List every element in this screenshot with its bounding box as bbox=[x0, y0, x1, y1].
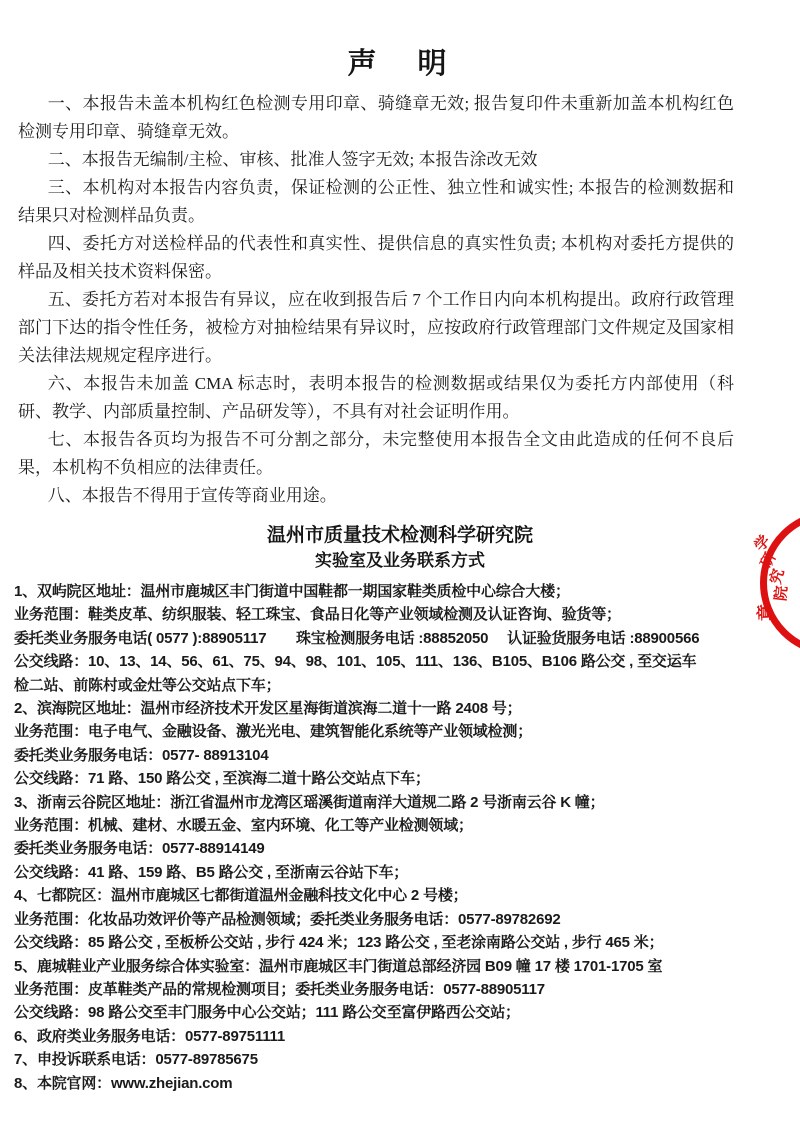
contact-line: 公交线路：85 路公交 , 至板桥公交站 , 步行 424 米；123 路公交 , 至老涂南路公交站 , 步行 465 米； bbox=[14, 934, 664, 952]
contact-line: 委托类业务服务电话：0577-88914149 bbox=[14, 840, 265, 858]
contact-line: 业务范围：电子电气、金融设备、激光光电、建筑智能化系统等产业领域检测； bbox=[14, 723, 533, 741]
contact-line: 4、七都院区：温州市鹿城区七都街道温州金融科技文化中心 2 号楼； bbox=[14, 887, 468, 905]
contact-section-title: 实验室及业务联系方式 bbox=[315, 551, 485, 570]
contact-line: 5、鹿城鞋业产业服务综合体实验室：温州市鹿城区丰门街道总部经济园 B09 幢 17 楼 1701-1705 室 bbox=[14, 957, 663, 975]
contact-line: 3、浙南云谷院区地址：浙江省温州市龙湾区瑶溪街道南洋大道规二路 2 号浙南云谷 K 幢； bbox=[14, 793, 605, 811]
seal-arc-char: 研 bbox=[757, 549, 780, 572]
statement-paragraph-2: 二、本报告无编制/主检、审核、批准人签字无效; 本报告涂改无效 bbox=[47, 150, 538, 169]
contact-line: 6、政府类业务服务电话：0577-89751111 bbox=[14, 1027, 285, 1045]
seal-center-char: 章 bbox=[755, 603, 776, 622]
statement-paragraph-1: 一、本报告未盖本机构红色检测专用印章、骑缝章无效; 报告复印件未重新加盖本机构红色检测专用印章、骑缝章无效。 bbox=[18, 94, 734, 141]
contact-line: 2、滨海院区地址：温州市经济技术开发区星海街道滨海二道十一路 2408 号； bbox=[14, 700, 522, 718]
seal-arc-char: 院 bbox=[772, 585, 791, 602]
seal-arc-char: 学 bbox=[751, 532, 774, 555]
contact-line: 检二站、前陈村或金灶等公交站点下车； bbox=[14, 676, 281, 694]
seal-arc-char: 究 bbox=[767, 566, 788, 587]
contact-line: 公交线路：71 路、150 路公交 , 至滨海二道十路公交站点下车； bbox=[14, 770, 430, 788]
contact-line: 业务范围：鞋类皮革、纺织服装、轻工珠宝、食品日化等产业领域检测及认证咨询、验货等； bbox=[14, 606, 621, 624]
contact-info-list bbox=[0, 580, 800, 1095]
contact-line: 业务范围：化妆品功效评价等产品检测领域；委托类业务服务电话：0577-89782692 bbox=[14, 910, 561, 928]
contact-line: 委托类业务服务电话：0577- 88913104 bbox=[14, 746, 269, 764]
contact-line: 公交线路：98 路公交至丰门服务中心公交站；111 路公交至富伊路西公交站； bbox=[14, 1004, 520, 1022]
statement-paragraph-6: 六、本报告未加盖 CMA 标志时，表明本报告的检测数据或结果仅为委托方内部使用（科研、教学、内部质量控制、产品研发等），不具有对社会证明作用。 bbox=[18, 374, 734, 421]
statement-paragraph-3: 三、本机构对本报告内容负责，保证检测的公正性、独立性和诚实性; 本报告的检测数据和结果只对检测样品负责。 bbox=[18, 178, 734, 225]
contact-line: 业务范围：机械、建材、水暖五金、室内环境、化工等产业检测领域； bbox=[14, 817, 473, 835]
contact-line: 7、申投诉联系电话：0577-89785675 bbox=[14, 1051, 258, 1069]
contact-line: 公交线路：10、13、14、56、61、75、94、98、101、105、111、136、B105、B106 路公交 , 至交运车 bbox=[14, 653, 697, 671]
page-title: 声 明 bbox=[347, 46, 453, 80]
contact-line: 8、本院官网：www.zhejian.com bbox=[14, 1074, 233, 1092]
contact-line: 1、双屿院区地址：温州市鹿城区丰门街道中国鞋都一期国家鞋类质检中心综合大楼； bbox=[14, 583, 570, 600]
contact-line: 公交线路：41 路、159 路、B5 路公交 , 至浙南云谷站下车； bbox=[14, 863, 409, 881]
contact-line: 委托类业务服务电话( 0577 ):88905117 珠宝检测服务电话 :88852050 认证验货服务电话 :88900566 bbox=[14, 629, 700, 647]
statement-paragraph-7: 七、本报告各页均为报告不可分割之部分，未完整使用本报告全文由此造成的任何不良后果，本机构不负相应的法律责任。 bbox=[18, 430, 734, 477]
contact-line: 业务范围：皮革鞋类产品的常规检测项目；委托类业务服务电话：0577-88905117 bbox=[14, 980, 545, 998]
statement-paragraph-8: 八、本报告不得用于宣传等商业用途。 bbox=[47, 486, 337, 505]
org-name-heading: 温州市质量技术检测科学研究院 bbox=[266, 525, 533, 546]
statement-paragraph-5: 五、委托方若对本报告有异议，应在收到报告后 7 个工作日内向本机构提出。政府行政管理部门下达的指令性任务，被检方对抽检结果有异议时，应按政府行政管理部门文件规定及国家相关法律法规规定程序进行。 bbox=[18, 290, 734, 365]
statement-paragraph-4: 四、委托方对送检样品的代表性和真实性、提供信息的真实性负责; 本机构对委托方提供的样品及相关技术资料保密。 bbox=[18, 234, 734, 281]
statement-body bbox=[0, 90, 800, 510]
